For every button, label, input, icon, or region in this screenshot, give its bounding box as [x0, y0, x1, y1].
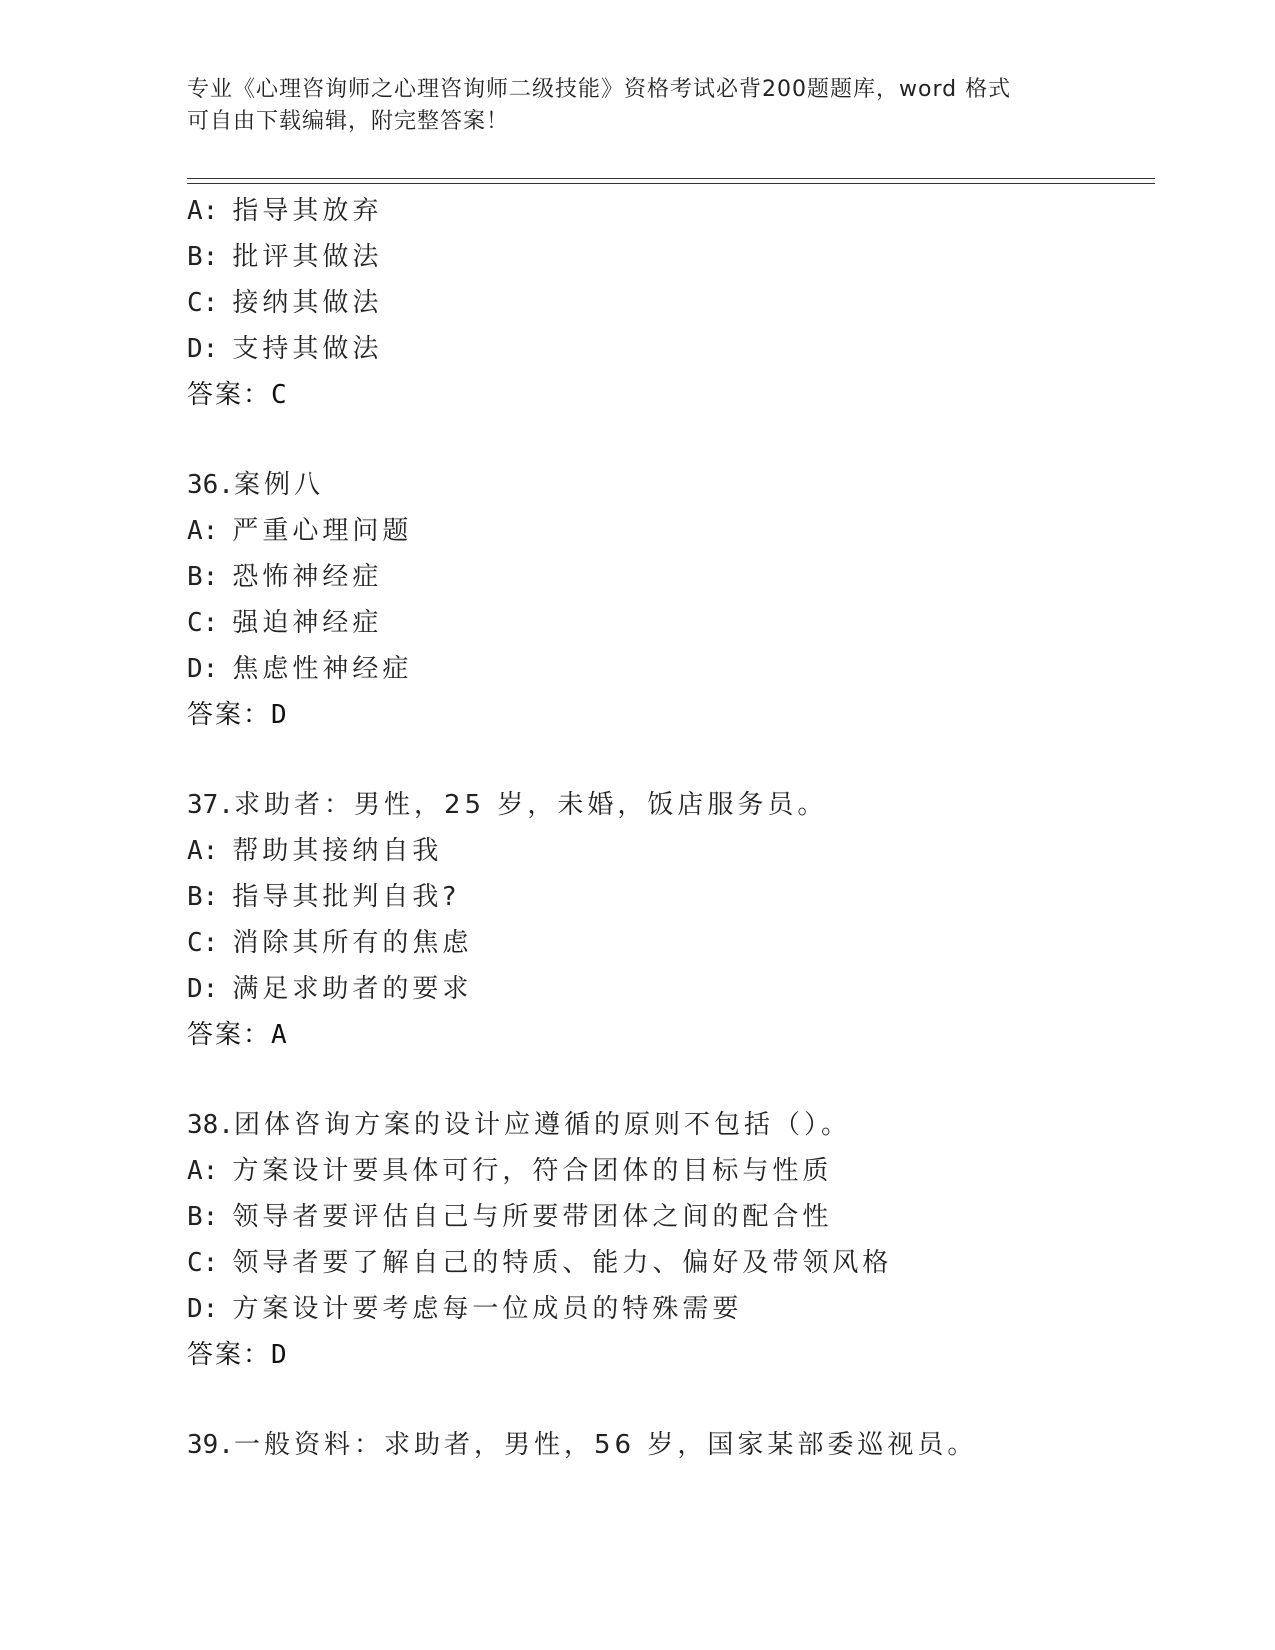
spacer: [187, 418, 1187, 462]
question-title: 39.一般资料：求助者，男性，56 岁，国家某部委巡视员。: [187, 1430, 978, 1460]
header-divider-top: [187, 178, 1155, 179]
option-b: B: 领导者要评估自己与所要带团体之间的配合性: [187, 1202, 833, 1232]
answer-line: 答案：D: [187, 1340, 288, 1370]
option-b: B: 批评其做法: [187, 242, 383, 272]
option-b: B: 恐怖神经症: [187, 562, 383, 592]
question-block-37: [187, 782, 1187, 1058]
header-line-2: 可自由下载编辑，附完整答案！: [187, 109, 510, 134]
option-d: D: 支持其做法: [187, 334, 383, 364]
option-d: D: 方案设计要考虑每一位成员的特殊需要: [187, 1294, 743, 1324]
spacer: [187, 738, 1187, 782]
option-a: A: 方案设计要具体可行，符合团体的目标与性质: [187, 1156, 833, 1186]
question-title: 37.求助者：男性，25 岁，未婚，饭店服务员。: [187, 790, 828, 820]
option-d: D: 满足求助者的要求: [187, 974, 473, 1004]
document-header: [187, 74, 1087, 138]
question-block-36: [187, 462, 1187, 738]
option-b: B: 指导其批判自我?: [187, 882, 461, 912]
question-block-38: [187, 1102, 1187, 1378]
question-block-39: [187, 1422, 1187, 1468]
option-a: A: 指导其放弃: [187, 196, 383, 226]
spacer: [187, 1378, 1187, 1422]
question-block-35: [187, 188, 1187, 418]
answer-line: 答案：A: [187, 1020, 288, 1050]
option-c: C: 强迫神经症: [187, 608, 383, 638]
answer-line: 答案：D: [187, 700, 288, 730]
header-line-1: 专业《心理咨询师之心理咨询师二级技能》资格考试必背200题题库，word 格式: [187, 77, 1012, 102]
header-divider-bottom: [187, 183, 1155, 184]
option-c: C: 领导者要了解自己的特质、能力、偏好及带领风格: [187, 1248, 893, 1278]
option-c: C: 消除其所有的焦虑: [187, 928, 473, 958]
option-a: A: 帮助其接纳自我: [187, 836, 443, 866]
question-list: [187, 188, 1187, 1468]
question-title: 36.案例八: [187, 470, 324, 500]
option-c: C: 接纳其做法: [187, 288, 383, 318]
answer-line: 答案：C: [187, 380, 288, 410]
spacer: [187, 1058, 1187, 1102]
option-d: D: 焦虑性神经症: [187, 654, 413, 684]
question-title: 38.团体咨询方案的设计应遵循的原则不包括（）。: [187, 1110, 851, 1140]
option-a: A: 严重心理问题: [187, 516, 413, 546]
